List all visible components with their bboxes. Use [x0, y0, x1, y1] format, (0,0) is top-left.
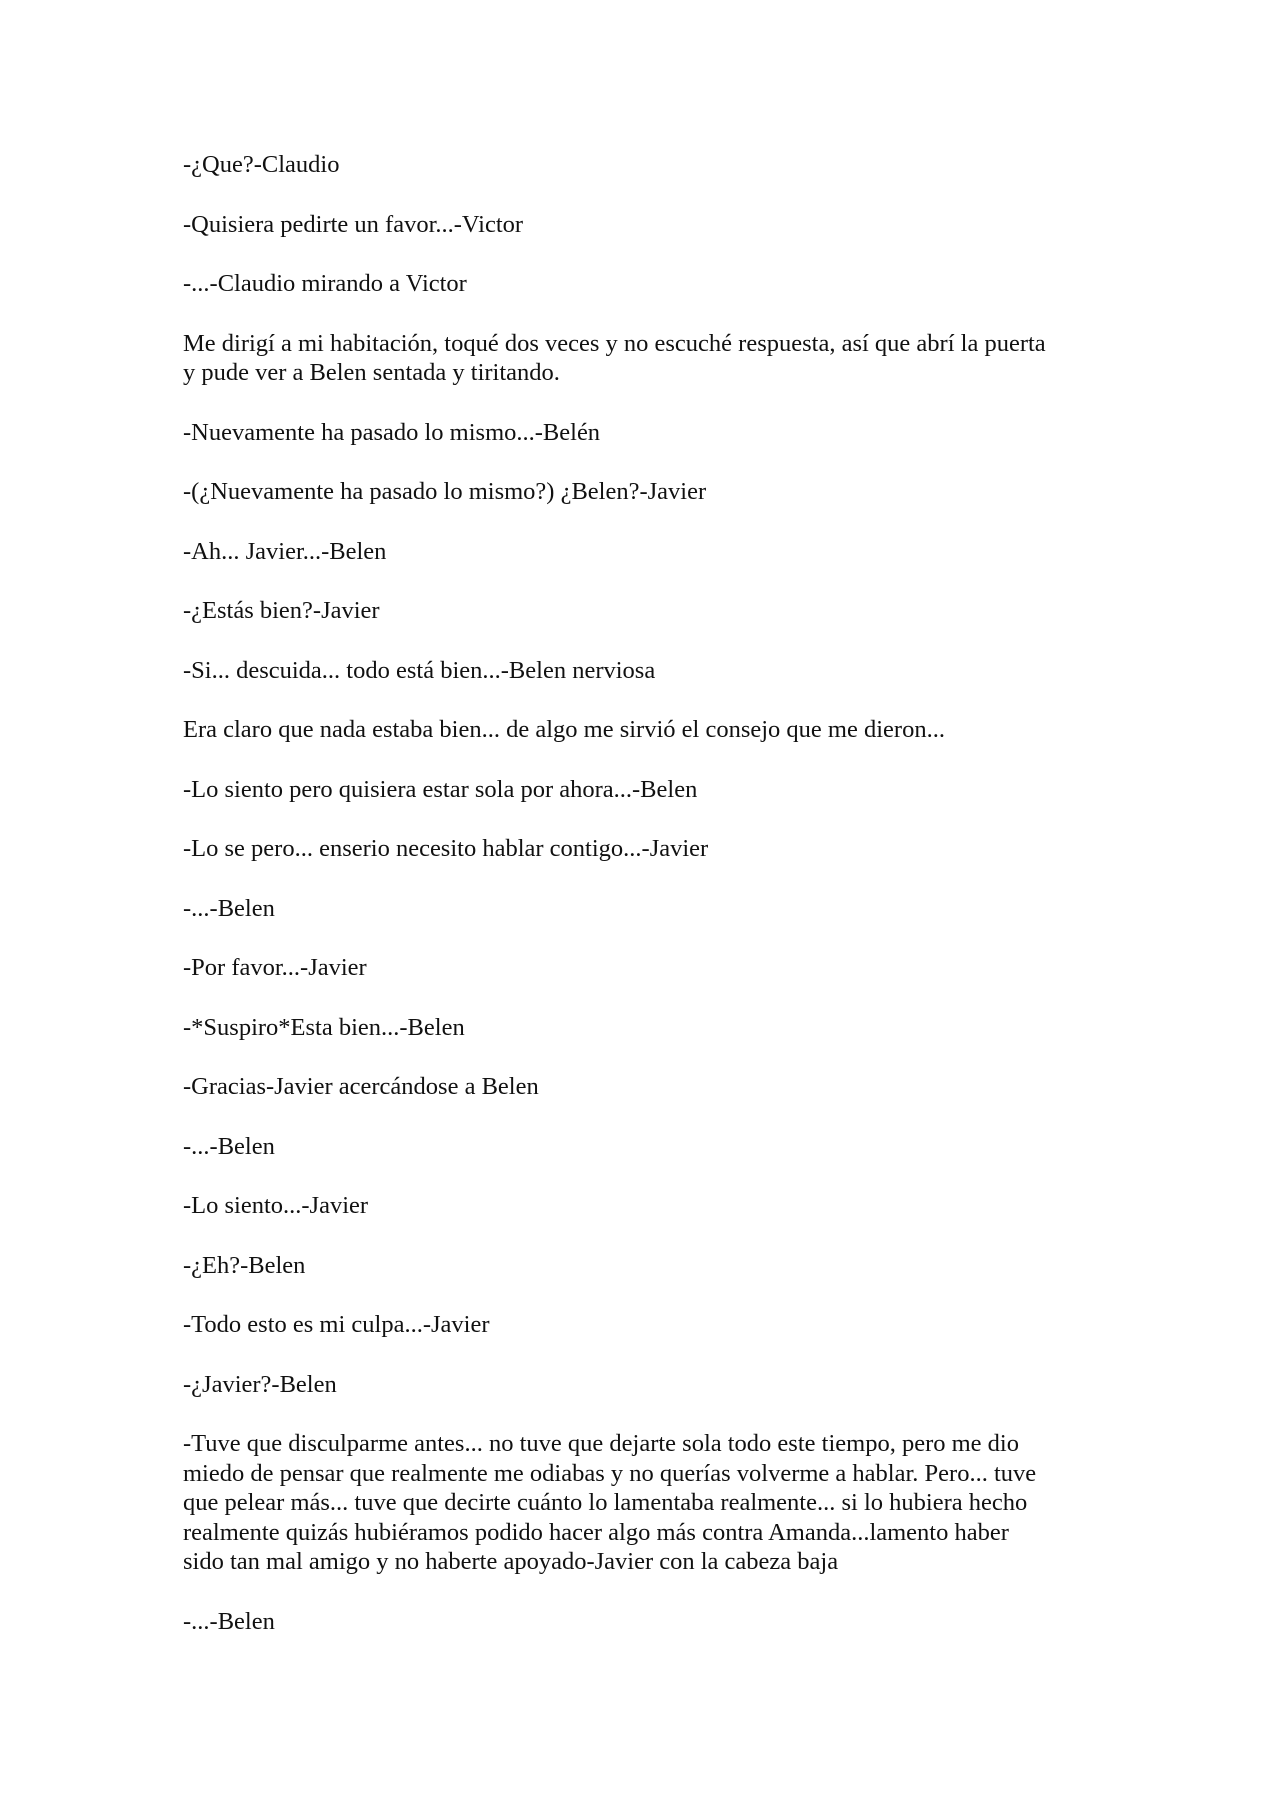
- narration-paragraph: Me dirigí a mi habitación, toqué dos veces y no escuché respuesta, así que abrí la puerta y pude ver a Belen sentada y tiritando.: [183, 329, 1046, 386]
- dialogue-line: -Quisiera pedirte un favor...-Victor: [183, 210, 524, 238]
- dialogue-line: -(¿Nuevamente ha pasado lo mismo?) ¿Belen?-Javier: [183, 478, 707, 505]
- dialogue-line: -Ah... Javier...-Belen: [183, 537, 387, 565]
- dialogue-line: -Gracias-Javier acercándose a Belen: [183, 1073, 539, 1100]
- dialogue-line: -Si... descuida... todo está bien...-Belen nerviosa: [183, 656, 656, 684]
- dialogue-line: -Todo esto es mi culpa...-Javier: [183, 1311, 490, 1338]
- dialogue-line: -...-Belen: [183, 1607, 275, 1635]
- dialogue-line: -¿Que?-Claudio: [183, 151, 340, 178]
- dialogue-line: -...-Belen: [183, 1132, 275, 1160]
- dialogue-line: -Lo siento pero quisiera estar sola por ahora...-Belen: [183, 775, 698, 803]
- dialogue-line: -¿Javier?-Belen: [183, 1370, 337, 1398]
- dialogue-line: -¿Estás bien?-Javier: [183, 597, 380, 624]
- dialogue-line: -*Suspiro*Esta bien...-Belen: [183, 1013, 465, 1041]
- dialogue-line: -...-Belen: [183, 894, 275, 922]
- dialogue-paragraph: -Tuve que disculparme antes... no tuve que dejarte sola todo este tiempo, pero me dio miedo de pensar que realmente me odiabas y no querías volverme a hablar. Pero... tuve que pelear más... tuve que decirte cuánto lo lamentaba realmente... si lo hubiera hecho realmente quizás hubiéramos podido hacer algo más contra Amanda...lamento haber sido tan mal amigo y no haberte apoyado-Javier con la cabeza baja: [183, 1430, 1037, 1575]
- dialogue-line: -¿Eh?-Belen: [183, 1251, 306, 1279]
- dialogue-line: -Lo siento...-Javier: [183, 1192, 369, 1219]
- dialogue-line: -Nuevamente ha pasado lo mismo...-Belén: [183, 418, 601, 446]
- dialogue-line: -Lo se pero... enserio necesito hablar contigo...-Javier: [183, 835, 709, 862]
- dialogue-line: -...-Claudio mirando a Victor: [183, 270, 467, 297]
- dialogue-line: -Por favor...-Javier: [183, 954, 367, 981]
- document-body: [183, 150, 1093, 1666]
- narration-paragraph: Era claro que nada estaba bien... de algo me sirvió el consejo que me dieron...: [183, 716, 945, 743]
